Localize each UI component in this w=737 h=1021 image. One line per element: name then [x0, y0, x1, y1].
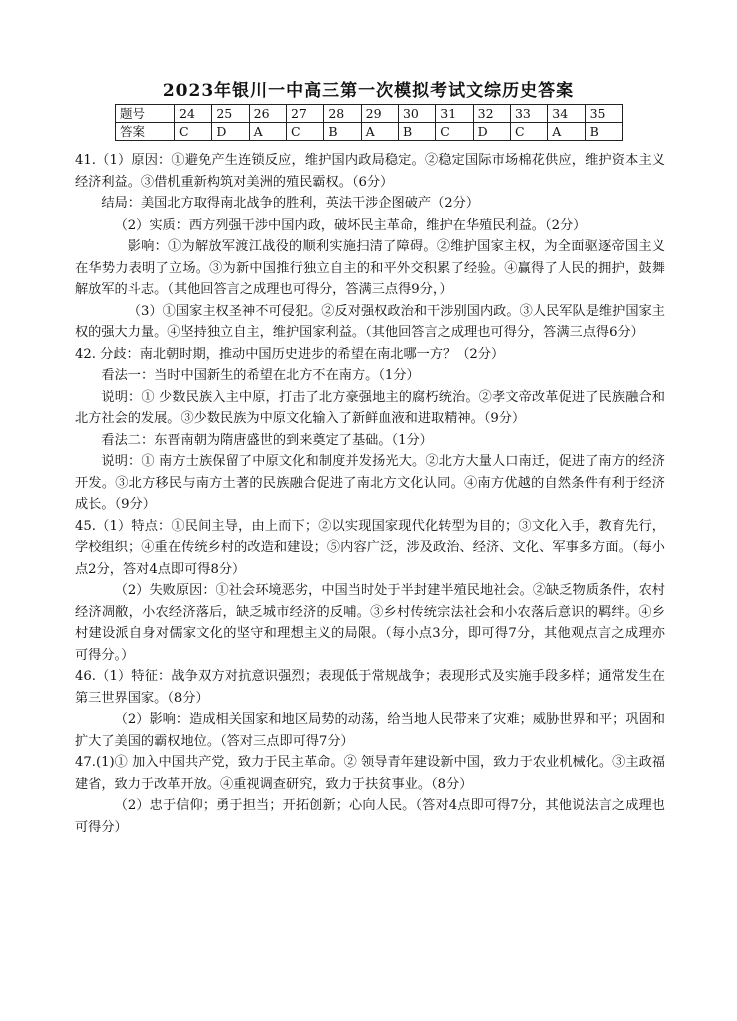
question-number: 32: [473, 105, 510, 123]
answer-cell: B: [585, 123, 622, 141]
answer-cell: C: [510, 123, 547, 141]
document-title: 2023年银川一中高三第一次模拟考试文综历史答案: [162, 81, 575, 101]
answer-cell: A: [548, 123, 585, 141]
question-number: 30: [398, 105, 435, 123]
q47-part2: （2）忠于信仰；勇于担当；开拓创新；心向人民。（答对4点即可得7分，其他说法言之成理也可得分）: [75, 798, 665, 835]
question-number: 35: [585, 105, 622, 123]
answer-cell: A: [361, 123, 398, 141]
q42-view1: 看法一：当时中国新生的希望在北方不在南方。（1分）: [101, 368, 420, 383]
q42-view2-explanation: 说明：① 南方士族保留了中原文化和制度并发扬光大。②北方大量人口南迁，促进了南方的经济开发。③北方移民与南方土著的民族融合促进了南北方文化认同。④南方优越的自然条件有利于经济成长。（9分）: [75, 454, 665, 512]
question-number: 33: [510, 105, 547, 123]
q46-part2: （2）影响：造成相关国家和地区局势的动荡，给当地人民带来了灾难；威胁世界和平；巩固和扩大了美国的霸权地位。（答对三点即可得7分）: [75, 712, 665, 749]
answer-table: [115, 104, 623, 141]
q41-part1-outcome: 结局：美国北方取得南北战争的胜利，英法干涉企图破产（2分）: [101, 196, 480, 211]
q41-part3: （3）①国家主权圣神不可侵犯。②反对强权政治和干涉别国内政。③人民军队是维护国家主权的强大力量。④坚持独立自主，维护国家利益。（其他回答言之成理也可得分，答满三点得6分）: [75, 303, 665, 340]
q45-part2: （2）失败原因：①社会环境恶劣，中国当时处于半封建半殖民地社会。②缺乏物质条件，农村经济凋敝，小农经济落后，缺乏城市经济的反哺。③乡村传统宗法社会和小农落后意识的羁绊。④乡村建设派自身对儒家文化的坚守和理想主义的局限。（每小点3分，即可得7分，其他观点言之成理亦可得分。）: [75, 583, 665, 663]
question-number: 34: [548, 105, 585, 123]
answer-body: [75, 150, 665, 838]
answer-cell: C: [286, 123, 323, 141]
q41-part2-essence: （2）实质：西方列强干涉中国内政，破坏民主革命，维护在华殖民利益。（2分）: [114, 217, 587, 233]
answer-cell: B: [398, 123, 435, 141]
q45-part1: 45.（1）特点：①民间主导，由上而下；②以实现国家现代化转型为目的；③文化入手，教育先行，学校组织；④重在传统乡村的改造和建设；⑤内容广泛，涉及政治、经济、文化、军事多方面。（每小点2分，答对4点即可得8分）: [75, 518, 665, 577]
row-label-answer: 答案: [116, 123, 175, 141]
q42-divergence: 42. 分歧：南北朝时期，推动中国历史进步的希望在南北哪一方？（2分）: [75, 346, 505, 362]
question-number: 29: [361, 105, 398, 123]
row-label-number: 题号: [116, 105, 175, 123]
q41-part1-reason: 41.（1）原因：①避免产生连锁反应，维护国内政局稳定。②稳定国际市场棉花供应，维护资本主义经济利益。③借机重新构筑对美洲的殖民霸权。（6分）: [75, 153, 665, 190]
q41-part2-impact: 影响：①为解放军渡江战役的顺利实施扫清了障碍。②维护国家主权，为全面驱逐帝国主义在华势力表明了立场。③为新中国推行独立自主的和平外交积累了经验。④赢得了人民的拥护，鼓舞解放军的斗志。（其他回答言之成理也可得分，答满三点得9分，）: [75, 239, 665, 297]
question-number: 26: [249, 105, 286, 123]
q42-view1-explanation: 说明：① 少数民族入主中原，打击了北方豪强地主的腐朽统治。②孝文帝改革促进了民族融合和北方社会的发展。③少数民族为中原文化输入了新鲜血液和进取精神。（9分）: [75, 389, 665, 426]
answer-cell: D: [212, 123, 249, 141]
question-number: 24: [175, 105, 212, 123]
q46-part1: 46.（1）特征：战争双方对抗意识强烈；表现低于常规战争；表现形式及实施手段多样；通常发生在第三世界国家。（8分）: [75, 669, 665, 706]
question-number: 27: [286, 105, 323, 123]
answer-table-number-row: [116, 105, 623, 123]
q42-view2: 看法二：东晋南朝为隋唐盛世的到来奠定了基础。（1分）: [101, 432, 433, 448]
q47-part1: 47.(1)① 加入中国共产党，致力于民主革命。② 领导青年建设新中国，致力于农业机械化。③主政福建省，致力于改革开放。④重视调查研究，致力于扶贫事业。（8分）: [75, 755, 665, 792]
answer-table-answer-row: [116, 123, 623, 141]
answer-cell: C: [436, 123, 473, 141]
answer-cell: D: [473, 123, 510, 141]
question-number: 28: [324, 105, 361, 123]
answer-cell: C: [175, 123, 212, 141]
question-number: 31: [436, 105, 473, 123]
question-number: 25: [212, 105, 249, 123]
answer-cell: A: [249, 123, 286, 141]
answer-cell: B: [324, 123, 361, 141]
